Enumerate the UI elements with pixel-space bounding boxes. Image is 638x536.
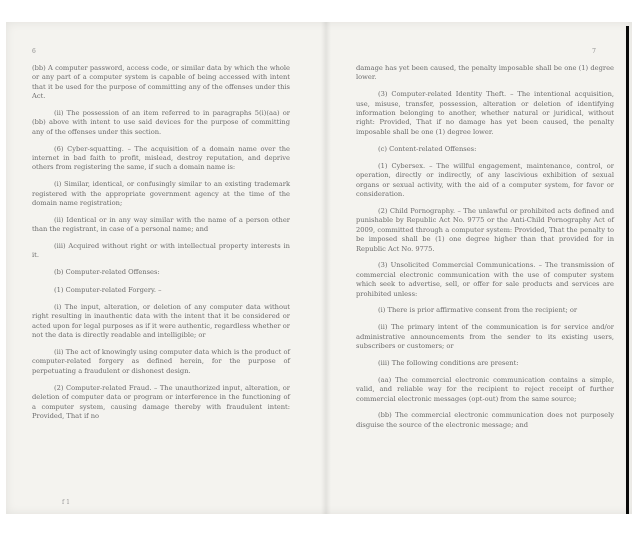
paragraph-cybersex: (1) Cybersex. – The willful engagement, maintenance, control, or operation, directly or indirectly, of any lascivious exhibition of sexual organs or sexual activity, with the aid of a computer system, for favor or consideration. [356,162,614,199]
heading-content-related-offenses: (c) Content-related Offenses: [378,144,477,153]
heading-computer-related-offenses: (b) Computer-related Offenses: [54,268,160,277]
paragraph-cyber-squatting: (6) Cyber-squatting. – The acquisition of a domain name over the internet in bad faith to profit, mislead, destroy reputation, and deprive others from registering the same, if such a domain name is: [32,144,290,172]
paragraph-computer-related-fraud: (2) Computer-related Fraud. – The unauthorized input, alteration, or deletion of computer data or program or interference in the functioning of a computer system, causing damage thereby with fraudulent intent: Provided, That if no [32,383,290,420]
paragraph-child-pornography: (2) Child Pornography. – The unlawful or prohibited acts defined and punishable by Republic Act No. 9775 or the Anti-Child Pornography Act of 2009, committed through a computer system: Provided, That the penalty to be imposed shall be (1) one degree higher than that provided for in Republic Act No. 9775. [356,207,614,253]
document-spread [6,22,632,514]
paragraph-iii-conditions: (iii) The following conditions are present: [378,358,519,367]
bottom-margin [0,514,638,536]
paragraph-forgery-use: (ii) The act of knowingly using computer data which is the product of computer-related forgery as defined herein, for the purpose of perpetuating a fraudulent or dishonest design. [32,348,290,375]
right-page [328,22,632,514]
paragraph-ii-identical: (ii) Identical or in any way similar with the name of a person other than the registrant, in case of a personal name; and [32,215,290,234]
left-page-body [32,64,290,429]
paragraph-i-similar: (i) Similar, identical, or confusingly similar to an existing trademark registered with the appropriate government agency at the time of the domain name registration; [32,180,290,208]
paragraph-aa-opt-out: (aa) The commercial electronic communication contains a simple, valid, and reliable way for the recipient to reject receipt of further commercial electronic messages (opt-out) from the same source; [356,375,614,403]
right-page-number: 7 [592,48,596,55]
paragraph-identity-theft: (3) Computer-related Identity Theft. – The intentional acquisition, use, misuse, transfer, possession, alteration or deletion of identifying information belonging to another, whether natural or juridical, without right: Provided, That if no damage has yet been caused, the penalty imposable shall be one (1) degree lower. [356,90,614,136]
right-page-body [356,64,614,438]
page-edge-shadow [626,26,629,514]
paragraph-bb-disguise: (bb) The commercial electronic communication does not purposely disguise the source of the electronic message; and [356,411,614,429]
paragraph-bb-password: (bb) A computer password, access code, or similar data by which the whole or any part of a computer system is capable of being accessed with intent that it be used for the purpose of committing any of the offenses under this Act. [32,64,290,101]
paragraph-ii-primary-intent: (ii) The primary intent of the communication is for service and/or administrative announcements from the sender to its existing users, subscribers or customers; or [356,323,614,351]
paragraph-i-prior-consent: (i) There is prior affirmative consent from the recipient; or [378,306,578,315]
paragraph-iii-acquired: (iii) Acquired without right or with intellectual property interests in it. [32,242,290,260]
paragraph-fraud-continued: damage has yet been caused, the penalty imposable shall be one (1) degree lower. [356,64,614,82]
paragraph-forgery-input: (i) The input, alteration, or deletion of any computer data without right resulting in inauthentic data with the intent that it be considered or acted upon for legal purposes as if it were authentic, regardless whether or not the data is directly readable and intelligible; or [32,303,290,340]
left-page-footer-mark: f 1 [62,499,70,506]
left-page [6,22,324,514]
heading-computer-related-forgery: (1) Computer-related Forgery. – [54,285,162,294]
top-margin [0,0,638,22]
paragraph-ii-possession: (ii) The possession of an item referred to in paragraphs 5(i)(aa) or (bb) above with intent to use said devices for the purpose of committing any of the offenses under this section. [32,109,290,136]
left-page-number: 6 [32,48,36,55]
paragraph-unsolicited-communications: (3) Unsolicited Commercial Communications. – The transmission of commercial electronic communication with the use of computer system which seek to advertise, sell, or offer for sale products and services are prohibited unless: [356,261,614,298]
